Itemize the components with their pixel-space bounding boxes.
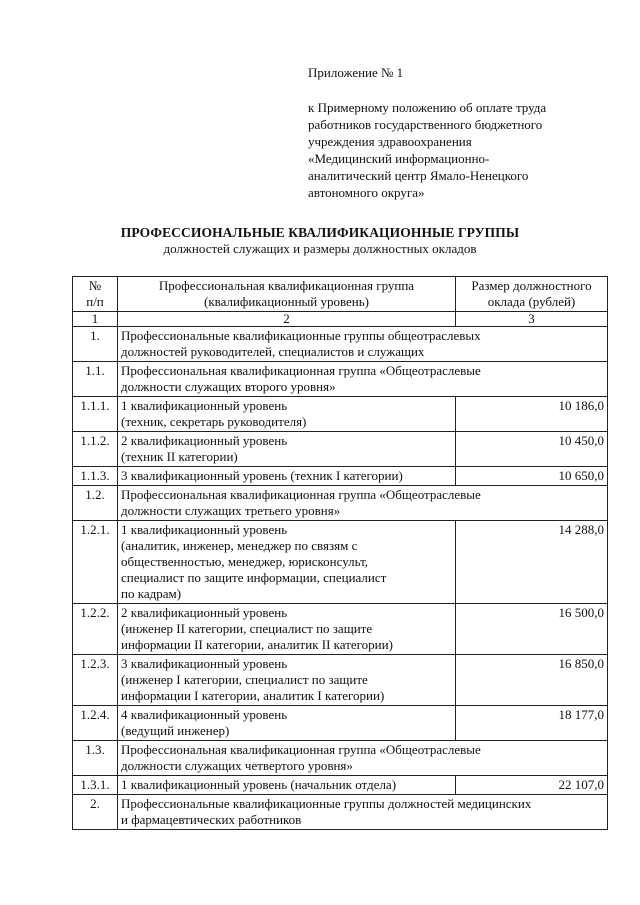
table-group-row xyxy=(73,741,608,776)
row-number: 1.1.1. xyxy=(73,397,118,432)
appendix-line: «Медицинский информационно- xyxy=(308,151,490,166)
table-header-row xyxy=(73,277,608,312)
header-group: Профессиональная квалификационная группа (квалификационный уровень) xyxy=(118,277,456,312)
level-description: 3 квалификационный уровень (техник I категории) xyxy=(118,467,456,486)
title-main: ПРОФЕССИОНАЛЬНЫЕ КВАЛИФИКАЦИОННЫЕ ГРУППЫ xyxy=(120,225,520,240)
group-title: Профессиональные квалификационные группы общеотраслевых должностей руководителей, специалистов и служащих xyxy=(118,327,608,362)
row-number: 1. xyxy=(73,327,118,362)
row-number: 1.2. xyxy=(73,486,118,521)
level-description: 1 квалификационный уровень (аналитик, инженер, менеджер по связям с общественностью, менеджер, юрисконсульт, специалист по защите информации, специалист по кадрам) xyxy=(118,521,456,604)
table-row xyxy=(73,397,608,432)
table-row xyxy=(73,467,608,486)
table-group-row xyxy=(73,327,608,362)
level-description: 2 квалификационный уровень (инженер II категории, специалист по защите информации II категории, аналитик II категории) xyxy=(118,604,456,655)
salary-value: 16 500,0 xyxy=(456,604,608,655)
row-number: 1.1.3. xyxy=(73,467,118,486)
appendix-line: работников государственного бюджетного xyxy=(308,117,543,132)
column-number-row xyxy=(73,312,608,327)
table-group-row xyxy=(73,362,608,397)
column-number: 1 xyxy=(73,312,118,327)
row-number: 1.3.1. xyxy=(73,776,118,795)
salary-value: 14 288,0 xyxy=(456,521,608,604)
row-number: 1.1.2. xyxy=(73,432,118,467)
table-body xyxy=(73,277,608,830)
document-title xyxy=(0,224,640,257)
table-group-row xyxy=(73,795,608,830)
table-row xyxy=(73,655,608,706)
appendix-block xyxy=(308,64,608,201)
header-salary: Размер должностного оклада (рублей) xyxy=(456,277,608,312)
level-description: 4 квалификационный уровень (ведущий инженер) xyxy=(118,706,456,741)
row-number: 1.1. xyxy=(73,362,118,397)
salary-value: 10 186,0 xyxy=(456,397,608,432)
column-number: 3 xyxy=(456,312,608,327)
table-row xyxy=(73,706,608,741)
salary-value: 16 850,0 xyxy=(456,655,608,706)
row-number: 1.2.4. xyxy=(73,706,118,741)
group-title: Профессиональная квалификационная группа «Общеотраслевые должности служащих второго уровня» xyxy=(118,362,608,397)
level-description: 1 квалификационный уровень (начальник отдела) xyxy=(118,776,456,795)
row-number: 1.2.1. xyxy=(73,521,118,604)
group-title: Профессиональные квалификационные группы должностей медицинских и фармацевтических работников xyxy=(118,795,608,830)
header-number: № п/п xyxy=(73,277,118,312)
table-group-row xyxy=(73,486,608,521)
table-row xyxy=(73,432,608,467)
title-subtitle: должностей служащих и размеры должностных окладов xyxy=(163,241,477,256)
row-number: 1.2.3. xyxy=(73,655,118,706)
appendix-number: Приложение № 1 xyxy=(308,65,404,80)
column-number: 2 xyxy=(118,312,456,327)
row-number: 1.2.2. xyxy=(73,604,118,655)
qualification-table xyxy=(72,276,608,830)
appendix-line: автономного округа» xyxy=(308,185,425,200)
appendix-line: учреждения здравоохранения xyxy=(308,134,472,149)
salary-value: 10 650,0 xyxy=(456,467,608,486)
table-row xyxy=(73,776,608,795)
group-title: Профессиональная квалификационная группа «Общеотраслевые должности служащих четвертого уровня» xyxy=(118,741,608,776)
salary-value: 10 450,0 xyxy=(456,432,608,467)
row-number: 2. xyxy=(73,795,118,830)
table-row xyxy=(73,521,608,604)
row-number: 1.3. xyxy=(73,741,118,776)
table-row xyxy=(73,604,608,655)
level-description: 2 квалификационный уровень (техник II категории) xyxy=(118,432,456,467)
level-description: 1 квалификационный уровень (техник, секретарь руководителя) xyxy=(118,397,456,432)
level-description: 3 квалификационный уровень (инженер I категории, специалист по защите информации I категории, аналитик I категории) xyxy=(118,655,456,706)
appendix-line: к Примерному положению об оплате труда xyxy=(308,100,547,115)
salary-value: 22 107,0 xyxy=(456,776,608,795)
group-title: Профессиональная квалификационная группа «Общеотраслевые должности служащих третьего уровня» xyxy=(118,486,608,521)
appendix-line: аналитический центр Ямало-Ненецкого xyxy=(308,168,529,183)
salary-value: 18 177,0 xyxy=(456,706,608,741)
